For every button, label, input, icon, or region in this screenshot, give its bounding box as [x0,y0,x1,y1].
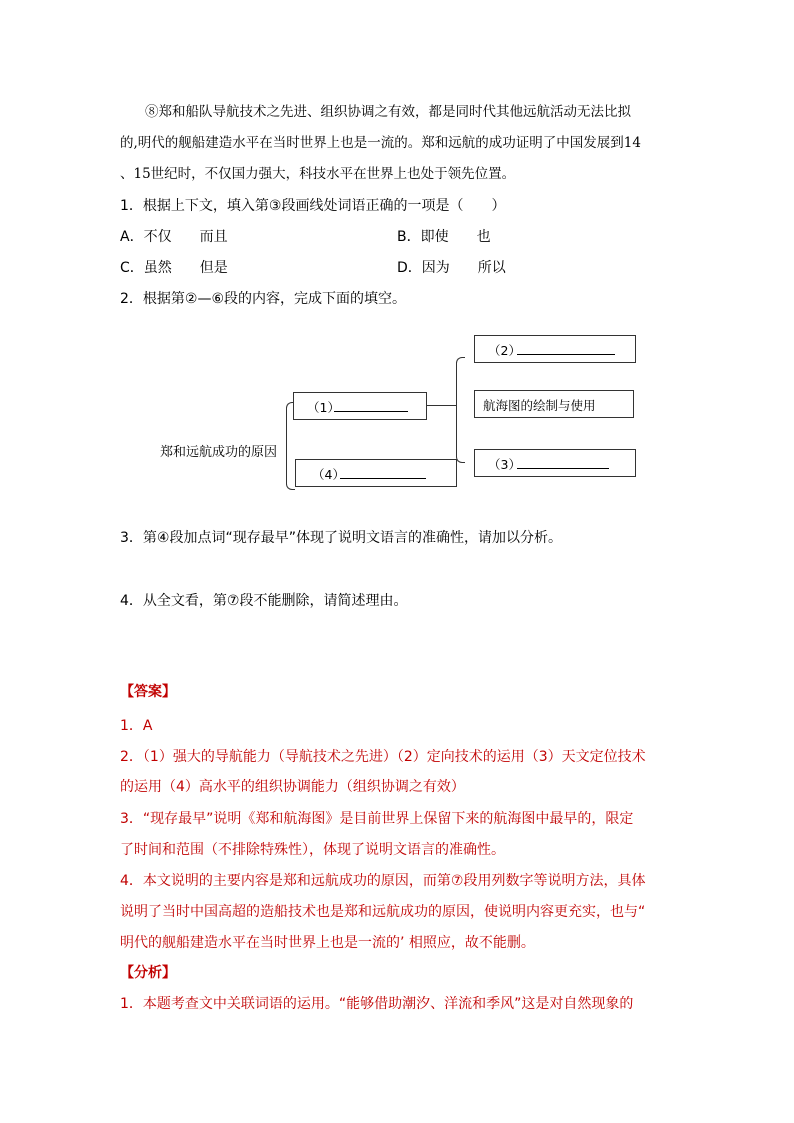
answer-3-line-2: 了时间和范围（不排除特殊性），体现了说明文语言的准确性。 [120,842,505,858]
question-3-stem: 3．第④段加点词“现存最早”体现了说明文语言的准确性，请加以分析。 [120,530,562,546]
passage-line-3: 、15世纪时，不仅国力强大，科技水平在世界上也处于领先位置。 [120,166,516,182]
answer-2-line-1: 2．（1）强大的导航能力（导航技术之先进）（2）定向技术的运用（3）天文定位技术 [120,749,646,765]
analysis-heading: 【分析】 [120,965,176,981]
question-1-stem: 1．根据上下文，填入第③段画线处词语正确的一项是（ ） [120,198,506,214]
answer-heading: 【答案】 [120,684,176,700]
analysis-line-1: 1．本题考查文中关联词语的运用。“能够借助潮汐、洋流和季风”这是对自然现象的 [120,996,634,1012]
connector-line [427,405,457,406]
question-4-stem: 4．从全文看，第⑦段不能删除，请简述理由。 [120,593,408,609]
question-2-stem: 2．根据第②—⑥段的内容，完成下面的填空。 [120,291,407,307]
answer-1: 1．A [120,718,153,734]
right-bracket [456,357,465,463]
answer-4-line-1: 4．本文说明的主要内容是郑和远航成功的原因，而第⑦段用列数字等说明方法，具体 [120,873,646,889]
blank-box-1 [293,392,427,420]
box-1-label: （1） [307,400,340,415]
answer-4-line-2: 说明了当时中国高超的造船技术也是郑和远航成功的原因，使说明内容更充实，也与“ [120,904,646,920]
box-4-label: （4） [312,467,345,482]
passage-line-1: ⑧郑和船队导航技术之先进、组织协调之有效，都是同时代其他远航活动无法比拟 [145,104,631,120]
q1-option-c: C．虽然 但是 [120,260,228,276]
q1-option-d: D．因为 所以 [397,260,506,276]
box-4-blank[interactable] [340,478,426,479]
answer-4-line-3: 明代的舰船建造水平在当时世界上也是一流的’ 相照应，故不能删。 [120,935,535,951]
box-3-label: （3） [488,457,521,472]
blank-box-3 [474,449,636,477]
box-2-label: （2） [488,343,521,358]
q1-option-a: A．不仅 而且 [120,229,228,245]
answer-3-line-1: 3．“现存最早”说明《郑和航海图》是目前世界上保留下来的航海图中最早的，限定 [120,811,634,827]
q1-option-b: B．即使 也 [397,229,491,245]
box-3-blank[interactable] [517,468,609,469]
answer-2-line-2: 的运用（4）高水平的组织协调能力（组织协调之有效） [120,779,465,795]
navigation-chart-box [474,390,634,418]
passage-line-2: 的,明代的舰船建造水平在当时世界上也是一流的。郑和远航的成功证明了中国发展到14 [120,135,641,151]
blank-box-2 [474,335,636,363]
navigation-chart-label: 航海图的绘制与使用 [483,398,596,413]
box-1-blank[interactable] [334,411,408,412]
box-2-blank[interactable] [517,354,615,355]
blank-box-4 [295,459,457,487]
diagram-root-label: 郑和远航成功的原因 [160,445,278,460]
